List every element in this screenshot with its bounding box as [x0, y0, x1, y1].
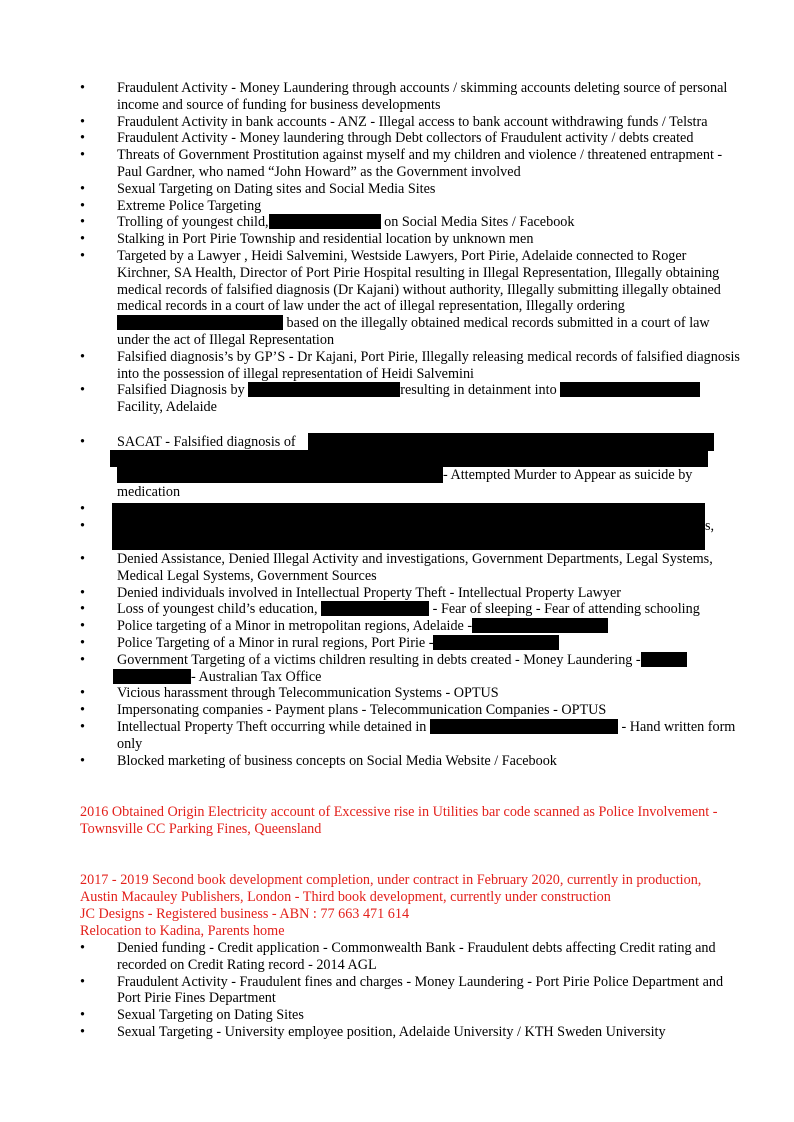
list-item: • Fraudulent Activity - Money Laundering through accounts / skimming accounts deleting source of personal income and source of funding for business developments	[80, 80, 740, 114]
list-item: • Stalking in Port Pirie Township and residential location by unknown men	[80, 231, 740, 248]
redaction-bar	[321, 601, 429, 616]
list-item	[80, 652, 740, 686]
list-item-text: - Hand written form only	[117, 718, 736, 752]
list-item-text: based on the illegally obtained medical records submitted in a court of law under the act of Illegal Representation	[117, 315, 710, 348]
list-item-text: Police targeting of a Minor in metropolitan regions, Adelaide -	[117, 618, 473, 635]
list-item: • Denied Assistance, Denied Illegal Activity and investigations, Government Departments, Legal Systems, Medical Legal Systems, Government Sources	[80, 551, 740, 585]
list-item	[80, 248, 740, 349]
list-item-text: Trolling of youngest child,	[117, 214, 269, 231]
list-item: • Sexual Targeting - University employee position, Adelaide University / KTH Sweden University	[80, 1024, 740, 1041]
redaction-block	[112, 503, 705, 550]
sacat-text: medication	[117, 484, 181, 500]
redaction-bar	[269, 214, 381, 229]
list-item	[80, 601, 740, 618]
bullet-list-3	[80, 940, 740, 1041]
list-item: • Denied individuals involved in Intellectual Property Theft - Intellectual Property Lawyer	[80, 585, 740, 602]
list-item-text: Facility, Adelaide	[117, 399, 217, 416]
list-item: • Fraudulent Activity - Fraudulent fines and charges - Money Laundering - Port Pirie Police Department and Port Pirie Fines Department	[80, 974, 740, 1008]
list-item-text: Police Targeting of a Minor in rural regions, Port Pirie -	[117, 634, 434, 651]
redaction-bar	[430, 719, 618, 734]
redaction-bar	[472, 618, 608, 633]
relocation-note: Relocation to Kadina, Parents home	[80, 923, 285, 939]
list-item-text: Falsified Diagnosis by	[117, 382, 249, 399]
list-item-text: Government Targeting of a victims children resulting in debts created - Money Laundering -	[117, 651, 641, 668]
business-registration: JC Designs - Registered business - ABN : 77 663 471 614	[80, 906, 410, 922]
list-item: • Fraudulent Activity - Money laundering through Debt collectors of Fraudulent activity / debts created	[80, 130, 740, 147]
redaction-bar	[113, 669, 191, 684]
list-item: • Blocked marketing of business concepts on Social Media Website / Facebook	[80, 753, 740, 770]
redacted-comma: s,	[705, 518, 715, 534]
list-item-text: on Social Media Sites / Facebook	[380, 214, 575, 231]
list-item: • Sexual Targeting on Dating sites and Social Media Sites	[80, 181, 740, 198]
list-item	[80, 635, 740, 652]
sacat-text: - Attempted Murder to Appear as suicide by	[443, 467, 693, 483]
list-item: • Impersonating companies - Payment plans - Telecommunication Companies - OPTUS	[80, 702, 740, 719]
redaction-bar	[433, 635, 559, 650]
timeline-2016: 2016 Obtained Origin Electricity account of Excessive rise in Utilities bar code scanned as Police Involvement - Townsville CC Parking Fines, Queensland	[80, 804, 718, 837]
list-item: • Denied funding - Credit application - Commonwealth Bank - Fraudulent debts affecting Credit rating and recorded on Credit Rating record - 2014 AGL	[80, 940, 740, 974]
redaction-block	[110, 450, 708, 467]
list-item	[80, 382, 740, 416]
list-item-text: SACAT - Falsified diagnosis of	[117, 434, 296, 450]
list-item	[80, 719, 740, 753]
list-item-text: resulting in detainment into	[400, 382, 561, 399]
list-item: • Falsified diagnosis’s by GP’S - Dr Kajani, Port Pirie, Illegally releasing medical records of falsified diagnosis into the possession of illegal representation of Heidi Salvemini	[80, 349, 740, 383]
list-item-text: Targeted by a Lawyer , Heidi Salvemini, Westside Lawyers, Port Pirie, Adelaide connected to Roger Kirchner, SA Health, Director of Port Pirie Hospital resulting in Illegal Representation, Illegally obtaining medical records of falsified diagnosis (Dr Kajani) without authority, Illegally submitting illegally obtained medical records in a court of law under the act of illegal representation, Illegally ordering	[117, 247, 721, 315]
redaction-block	[308, 433, 714, 451]
list-item: • Extreme Police Targeting	[80, 198, 740, 215]
list-item: • Sexual Targeting on Dating Sites	[80, 1007, 740, 1024]
bullet-list-1	[80, 80, 740, 416]
list-item: • Vicious harassment through Telecommunication Systems - OPTUS	[80, 685, 740, 702]
list-item	[80, 214, 740, 231]
list-item-text: - Fear of sleeping - Fear of attending schooling	[429, 601, 700, 618]
list-item: • Fraudulent Activity in bank accounts - ANZ - Illegal access to bank account withdrawing funds / Telstra	[80, 114, 740, 131]
timeline-2017-2019: 2017 - 2019 Second book development completion, under contract in February 2020, currently in production, Austin Macauley Publishers, London - Third book development, currently under construction	[80, 872, 702, 905]
list-item	[80, 618, 740, 635]
list-item-text: Intellectual Property Theft occurring while detained in	[117, 718, 430, 735]
bullet-list-2	[80, 551, 740, 769]
redaction-bar	[248, 382, 400, 397]
list-item-text: - Australian Tax Office	[191, 668, 322, 685]
redaction-block	[117, 467, 443, 483]
redaction-bar	[641, 652, 687, 667]
list-item-text: Loss of youngest child’s education,	[117, 601, 322, 618]
redaction-bar	[117, 315, 283, 330]
list-item: • Threats of Government Prostitution against myself and my children and violence / threatened entrapment - Paul Gardner, who named “John Howard” as the Government involved	[80, 147, 740, 181]
redaction-bar	[560, 382, 700, 397]
